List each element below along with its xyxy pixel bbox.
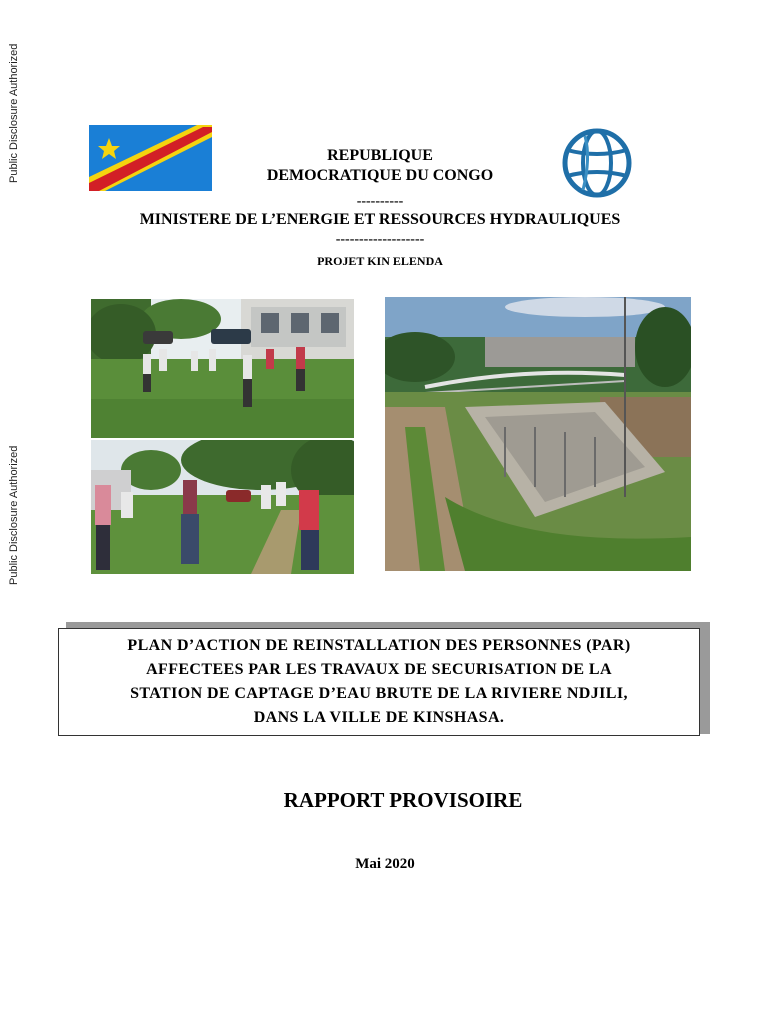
project-name: PROJET KIN ELENDA: [317, 254, 443, 268]
world-bank-globe-icon: [553, 128, 641, 198]
disclosure-label-top: Public Disclosure Authorized: [8, 43, 20, 183]
report-type-heading: RAPPORT PROVISOIRE: [283, 788, 523, 812]
report-date: Mai 2020: [355, 856, 415, 872]
document-title-box: [58, 628, 700, 736]
photo-site-visit-group: [91, 299, 354, 438]
title-line-4: DANS LA VILLE DE KINSHASA.: [253, 709, 505, 726]
title-line-2: AFFECTEES PAR LES TRAVAUX DE SECURISATION DE LA: [146, 661, 612, 678]
republic-title-line1: REPUBLIQUE: [327, 147, 433, 164]
separator-1: ----------: [356, 194, 404, 209]
disclosure-label-bottom: Public Disclosure Authorized: [8, 445, 20, 585]
title-line-1: PLAN D’ACTION DE REINSTALLATION DES PERSONNES (PAR): [127, 637, 631, 654]
ministry-title: MINISTERE DE L’ENERGIE ET RESSOURCES HYDRAULIQUES: [139, 211, 621, 228]
republic-title-line2: DEMOCRATIQUE DU CONGO: [266, 167, 494, 184]
separator-2: -------------------: [335, 232, 425, 247]
photo-ndjili-intake-station: [385, 297, 691, 571]
photo-community-meeting: [91, 440, 354, 574]
title-line-3: STATION DE CAPTAGE D’EAU BRUTE DE LA RIVIERE NDJILI,: [130, 685, 628, 702]
drc-flag-icon: [89, 125, 212, 191]
